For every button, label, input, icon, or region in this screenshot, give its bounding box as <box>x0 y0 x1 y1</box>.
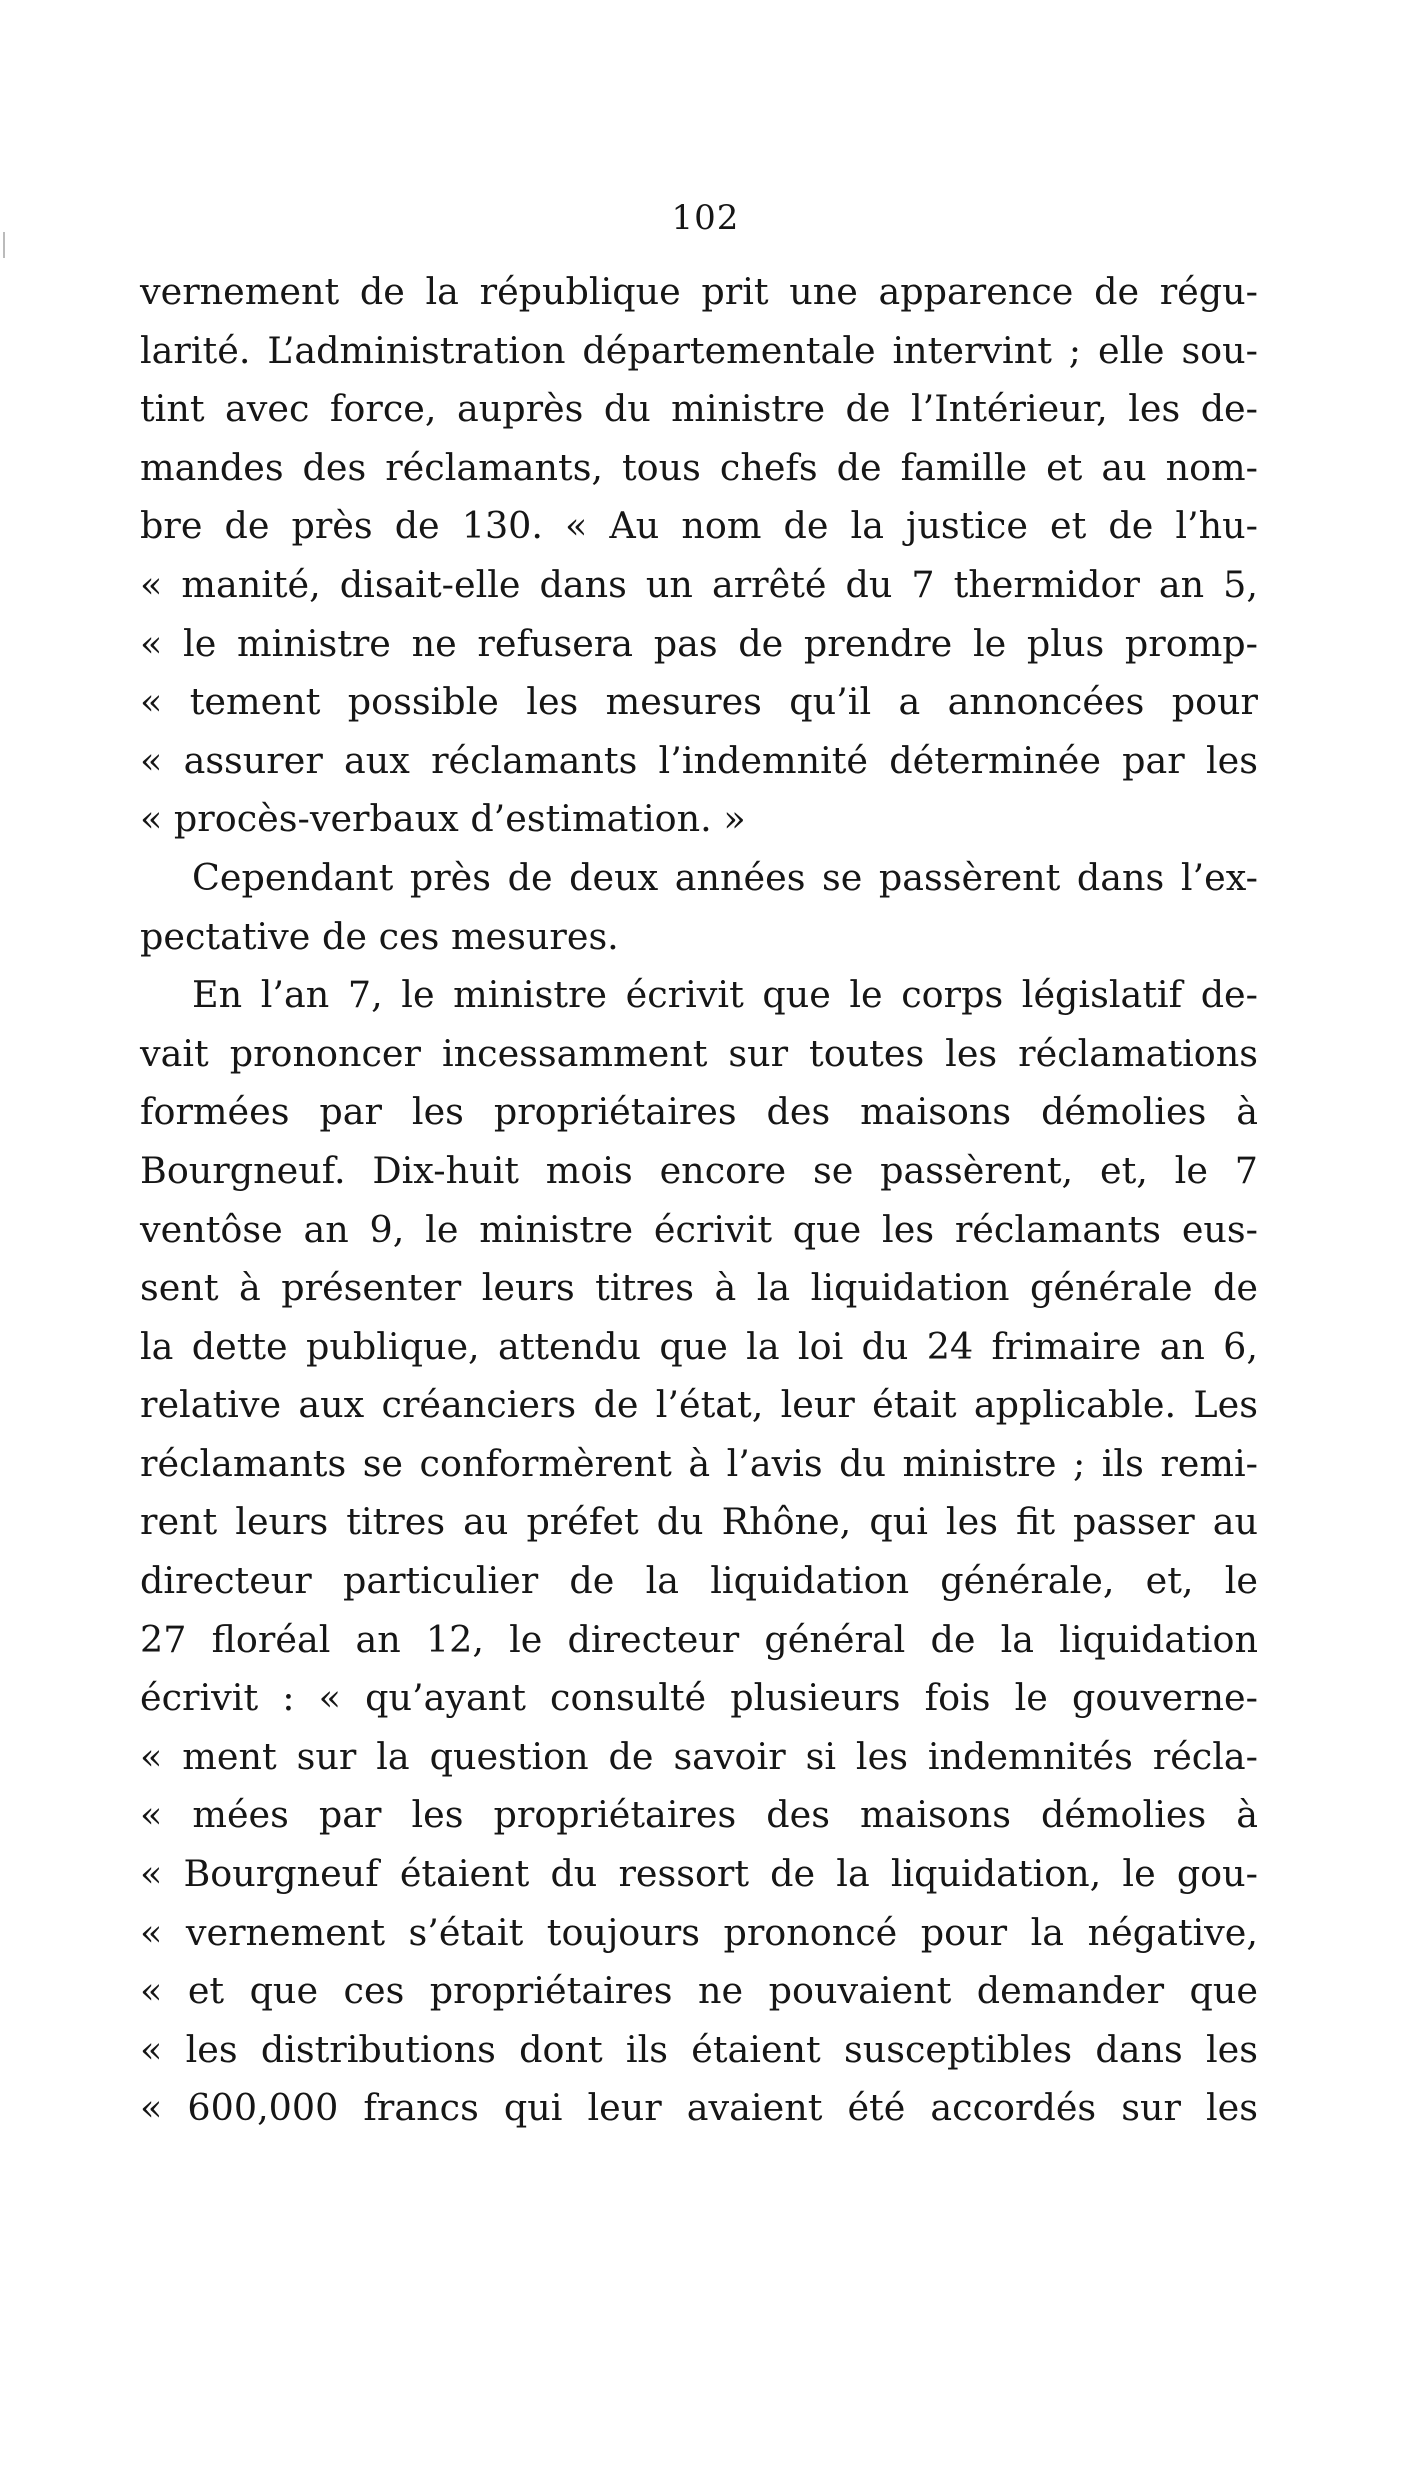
text-line: « ment sur la question de savoir si les indemnités récla- <box>140 1734 1258 1778</box>
text-line: ventôse an 9, le ministre écrivit que les réclamants eus- <box>140 1207 1258 1251</box>
text-line: rent leurs titres au préfet du Rhône, qui les fit passer au <box>140 1500 1258 1544</box>
body-text <box>140 263 1258 2138</box>
text-line: « 600,000 francs qui leur avaient été accordés sur les <box>140 2086 1258 2130</box>
text-line: 27 floréal an 12, le directeur général de la liquidation <box>140 1617 1258 1661</box>
text-line: sent à présenter leurs titres à la liquidation générale de <box>140 1266 1258 1310</box>
text-line: tint avec force, auprès du ministre de l’Intérieur, les de- <box>140 387 1258 431</box>
text-line: réclamants se conformèrent à l’avis du ministre ; ils remi- <box>140 1441 1258 1485</box>
text-line: « et que ces propriétaires ne pouvaient demander que <box>140 1969 1258 2013</box>
text-line: « vernement s’était toujours prononcé pour la négative, <box>140 1910 1258 1954</box>
text-line: « manité, disait-elle dans un arrêté du 7 thermidor an 5, <box>140 562 1258 606</box>
text-line: Cependant près de deux années se passèrent dans l’ex- <box>192 855 1258 899</box>
text-line: mandes des réclamants, tous chefs de famille et au nom- <box>140 445 1258 489</box>
page-number: 102 <box>671 198 740 238</box>
text-line: bre de près de 130. « Au nom de la justice et de l’hu- <box>140 504 1258 548</box>
text-line: « tement possible les mesures qu’il a annoncées pour <box>140 680 1258 724</box>
text-line: « assurer aux réclamants l’indemnité déterminée par les <box>140 738 1258 782</box>
text-line: formées par les propriétaires des maisons démolies à <box>140 1090 1258 1134</box>
text-line: « Bourgneuf étaient du ressort de la liquidation, le gou- <box>140 1852 1258 1896</box>
text-line: « mées par les propriétaires des maisons démolies à <box>140 1793 1258 1837</box>
text-line: relative aux créanciers de l’état, leur était applicable. Les <box>140 1383 1258 1427</box>
text-line: vait prononcer incessamment sur toutes les réclamations <box>140 1031 1258 1075</box>
text-line: directeur particulier de la liquidation générale, et, le <box>140 1559 1258 1603</box>
text-line: la dette publique, attendu que la loi du 24 frimaire an 6, <box>140 1324 1258 1368</box>
text-line: « les distributions dont ils étaient susceptibles dans les <box>140 2027 1258 2071</box>
text-line: pectative de ces mesures. <box>140 914 619 958</box>
text-line: Bourgneuf. Dix-huit mois encore se passèrent, et, le 7 <box>140 1148 1258 1192</box>
text-line: écrivit : « qu’ayant consulté plusieurs fois le gouverne- <box>140 1676 1258 1720</box>
text-line: « le ministre ne refusera pas de prendre le plus promp- <box>140 621 1258 665</box>
text-line: En l’an 7, le ministre écrivit que le corps législatif de- <box>192 973 1258 1017</box>
text-line: larité. L’administration départementale intervint ; elle sou- <box>140 328 1258 372</box>
text-line: vernement de la république prit une apparence de régu- <box>140 270 1258 313</box>
text-line: « procès-verbaux d’estimation. » <box>140 797 746 841</box>
